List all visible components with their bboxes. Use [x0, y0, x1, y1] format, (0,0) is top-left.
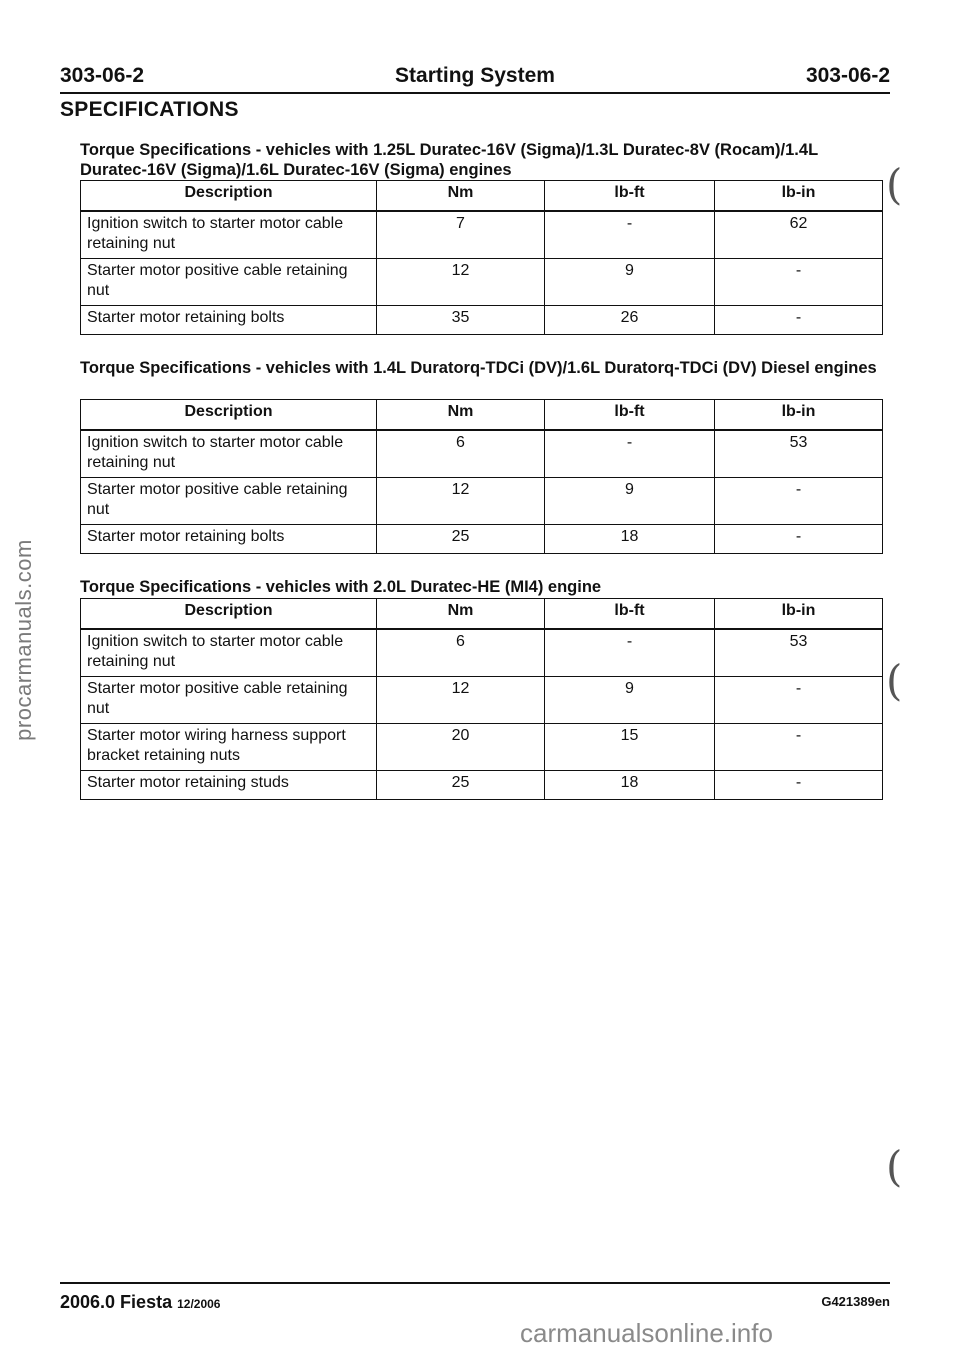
table-row [81, 211, 883, 259]
description-cell: Starter motor positive cable retaining nut [81, 478, 377, 525]
description-cell: Starter motor retaining studs [81, 771, 377, 800]
lbin-cell: - [715, 259, 883, 306]
lbin-header: lb-in [715, 400, 883, 431]
lbin-cell: - [715, 306, 883, 335]
nm-header: Nm [377, 400, 545, 431]
lbin-cell: - [715, 525, 883, 554]
table-row [81, 771, 883, 800]
footer-model-name: 2006.0 Fiesta [60, 1292, 173, 1312]
binder-mark: ( [886, 1142, 903, 1191]
description-cell: Starter motor wiring harness support bracket retaining nuts [81, 724, 377, 771]
table-2-heading: Torque Specifications - vehicles with 1.4L Duratorq-TDCi (DV)/1.6L Duratorq-TDCi (DV) Diesel engines [80, 359, 877, 377]
description-cell: Ignition switch to starter motor cable retaining nut [81, 430, 377, 478]
lbin-cell: - [715, 771, 883, 800]
lbft-cell: - [545, 629, 715, 677]
nm-cell: 20 [377, 724, 545, 771]
lbft-cell: 18 [545, 771, 715, 800]
nm-cell: 12 [377, 259, 545, 306]
lbin-cell: - [715, 677, 883, 724]
table-row [81, 629, 883, 677]
table-1-heading: Torque Specifications - vehicles with 1.25L Duratec-16V (Sigma)/1.3L Duratec-8V (Rocam)/1.4L Duratec-16V (Sigma)/1.6L Duratec-16V (Sigma) engines [80, 141, 818, 179]
lbft-cell: - [545, 211, 715, 259]
description-cell: Starter motor retaining bolts [81, 306, 377, 335]
lbft-cell: 9 [545, 677, 715, 724]
lbin-cell: 62 [715, 211, 883, 259]
lbin-header: lb-in [715, 599, 883, 630]
binder-mark: ( [886, 656, 903, 705]
table-header-row [81, 181, 883, 212]
description-cell: Ignition switch to starter motor cable retaining nut [81, 211, 377, 259]
nm-cell: 7 [377, 211, 545, 259]
description-header: Description [81, 181, 377, 212]
table-header-row [81, 599, 883, 630]
lbft-cell: - [545, 430, 715, 478]
table-3-heading: Torque Specifications - vehicles with 2.0L Duratec-HE (MI4) engine [80, 578, 602, 596]
table-header-row [81, 400, 883, 431]
description-cell: Ignition switch to starter motor cable retaining nut [81, 629, 377, 677]
torque-table-3 [80, 598, 883, 800]
table-row [81, 677, 883, 724]
page-footer [60, 1282, 890, 1320]
nm-cell: 25 [377, 771, 545, 800]
lbft-cell: 9 [545, 259, 715, 306]
nm-header: Nm [377, 599, 545, 630]
nm-cell: 35 [377, 306, 545, 335]
chapter-title: Starting System [395, 64, 555, 87]
table-row [81, 525, 883, 554]
torque-table-1 [80, 180, 883, 335]
nm-cell: 12 [377, 677, 545, 724]
bottom-watermark: carmanualsonline.info [520, 1318, 773, 1348]
binder-mark: ( [886, 160, 903, 209]
side-watermark: procarmanuals.com [11, 539, 36, 741]
description-cell: Starter motor positive cable retaining nut [81, 259, 377, 306]
page-number-right: 303-06-2 [805, 64, 890, 87]
footer-model [60, 1292, 220, 1313]
lbft-cell: 18 [545, 525, 715, 554]
description-cell: Starter motor positive cable retaining nut [81, 677, 377, 724]
footer-date: 12/2006 [177, 1297, 221, 1311]
lbft-cell: 26 [545, 306, 715, 335]
table-row [81, 430, 883, 478]
table-row [81, 724, 883, 771]
nm-header: Nm [377, 181, 545, 212]
description-cell: Starter motor retaining bolts [81, 525, 377, 554]
nm-cell: 6 [377, 430, 545, 478]
lbft-header: lb-ft [545, 400, 715, 431]
lbin-cell: 53 [715, 430, 883, 478]
nm-cell: 6 [377, 629, 545, 677]
page-number-left: 303-06-2 [60, 64, 145, 87]
description-header: Description [81, 400, 377, 431]
lbft-cell: 15 [545, 724, 715, 771]
torque-table-2 [80, 399, 883, 554]
nm-cell: 12 [377, 478, 545, 525]
page-header [60, 62, 890, 94]
lbin-cell: 53 [715, 629, 883, 677]
lbin-cell: - [715, 724, 883, 771]
lbin-cell: - [715, 478, 883, 525]
table-row [81, 259, 883, 306]
table-row [81, 478, 883, 525]
nm-cell: 25 [377, 525, 545, 554]
description-header: Description [81, 599, 377, 630]
table-row [81, 306, 883, 335]
lbft-header: lb-ft [545, 599, 715, 630]
lbin-header: lb-in [715, 181, 883, 212]
footer-code: G421389en [821, 1294, 890, 1309]
section-title: SPECIFICATIONS [60, 98, 239, 121]
lbft-cell: 9 [545, 478, 715, 525]
lbft-header: lb-ft [545, 181, 715, 212]
